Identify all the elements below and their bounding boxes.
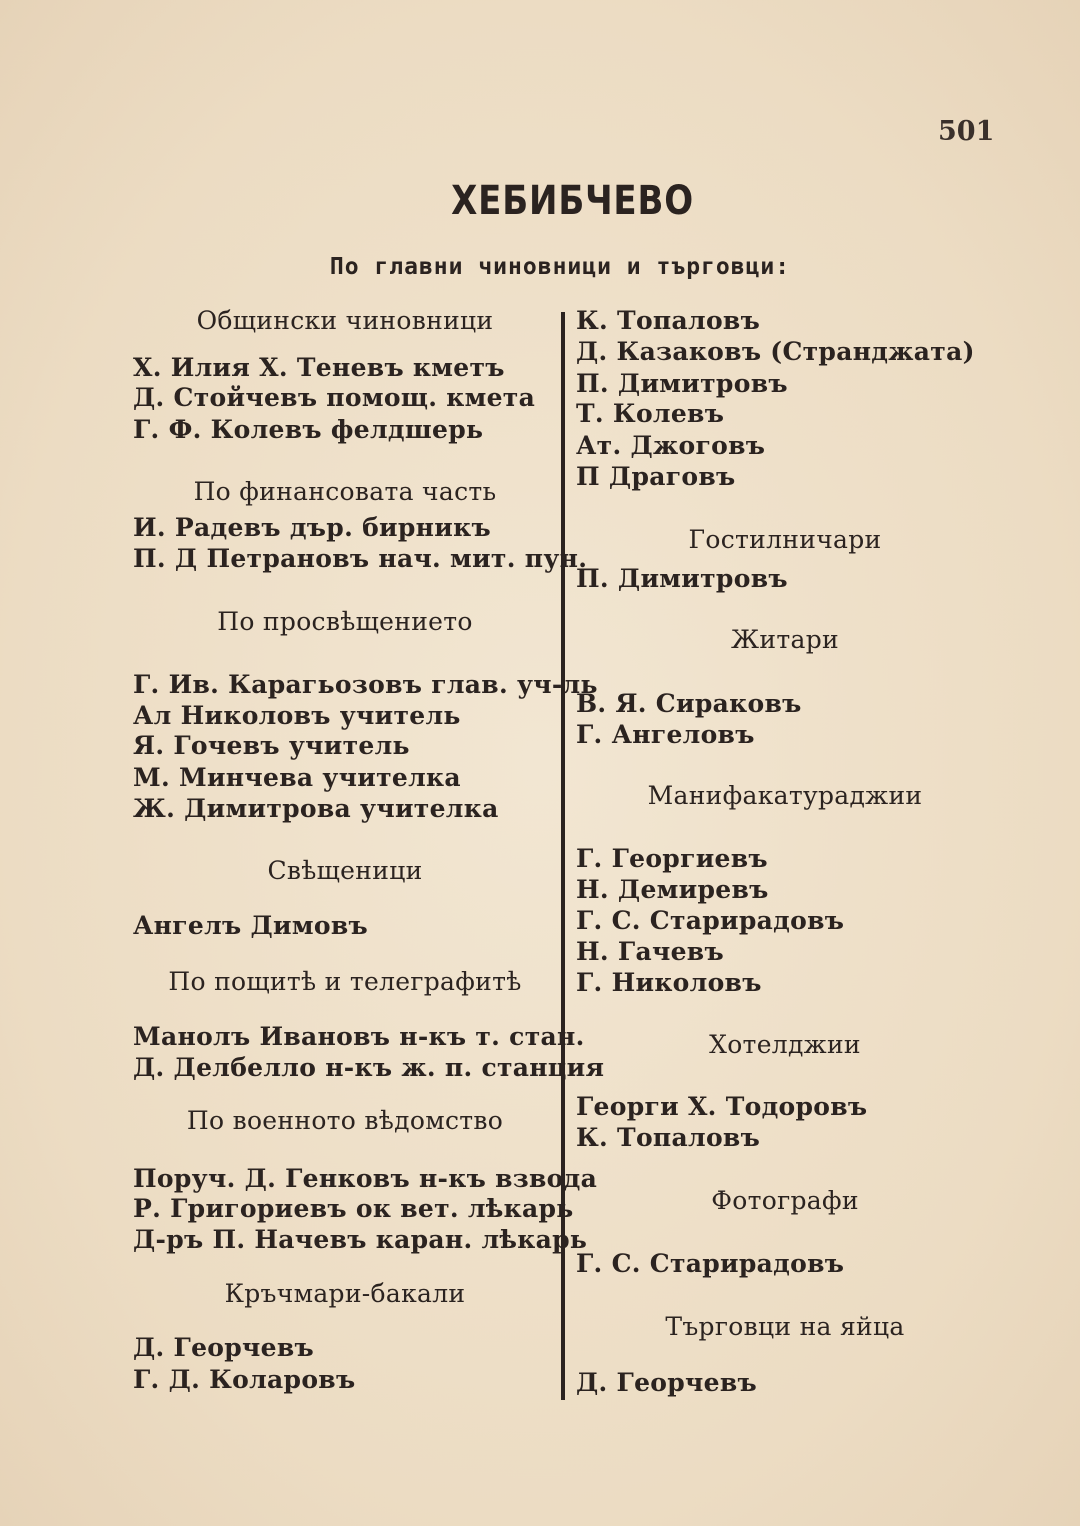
- section-heading: Гостилничари: [688, 525, 882, 554]
- list-entry: Д-ръ П. Начевъ каран. лѣкарь: [133, 1225, 588, 1254]
- list-entry: Н. Гачевъ: [576, 937, 724, 966]
- list-entry: Ат. Джоговъ: [576, 431, 766, 460]
- list-entry: Г. Д. Коларовъ: [133, 1365, 356, 1394]
- list-entry: Г. Ив. Карагьозовъ глав. уч-ль: [133, 670, 598, 699]
- list-entry: Ангелъ Димовъ: [133, 911, 369, 940]
- list-entry: Г. С. Старирадовъ: [576, 906, 845, 935]
- section-heading: Житари: [731, 625, 839, 654]
- section-heading: Търговци на яйца: [665, 1312, 905, 1341]
- list-entry: К. Топаловъ: [576, 1123, 761, 1152]
- list-entry: Ал Николовъ учитель: [133, 701, 461, 730]
- list-entry: Д. Георчевъ: [576, 1368, 758, 1397]
- list-entry: Д. Стойчевъ помощ. кмета: [133, 383, 536, 412]
- list-entry: Р. Григориевъ ок вет. лѣкарь: [133, 1194, 574, 1223]
- list-entry: М. Минчева учителка: [133, 763, 461, 792]
- section-heading: По финансовата часть: [193, 477, 497, 506]
- list-entry: П Драговъ: [576, 462, 736, 491]
- section-heading: По просвѣщението: [217, 607, 473, 636]
- list-entry: Георги Х. Тодоровъ: [576, 1092, 868, 1121]
- list-entry: Я. Гочевъ учитель: [133, 731, 410, 760]
- list-entry: Г. Ангеловъ: [576, 720, 755, 749]
- section-heading: Кръчмари-бакали: [224, 1279, 466, 1308]
- list-entry: П. Д Петрановъ нач. мит. пун.: [133, 544, 588, 573]
- list-entry: Г. Николовъ: [576, 968, 762, 997]
- list-entry: Манолъ Ивановъ н-къ т. стан.: [133, 1022, 585, 1051]
- list-entry: Т. Колевъ: [576, 399, 725, 428]
- list-entry: П. Димитровъ: [576, 369, 788, 398]
- list-entry: В. Я. Сираковъ: [576, 689, 802, 718]
- list-entry: Ж. Димитрова учителка: [133, 794, 499, 823]
- list-entry: Д. Георчевъ: [133, 1333, 315, 1362]
- section-heading: Манифакатураджии: [647, 781, 923, 810]
- list-entry: Поруч. Д. Генковъ н-къ взвода: [133, 1164, 598, 1193]
- section-heading: По военното вѣдомство: [186, 1106, 504, 1135]
- list-entry: Г. Ф. Колевъ фелдшерь: [133, 415, 484, 444]
- list-entry: Г. Георгиевъ: [576, 844, 768, 873]
- page-number: 501: [938, 116, 995, 147]
- section-heading: Общински чиновници: [196, 306, 494, 335]
- section-heading: Фотографи: [711, 1186, 859, 1215]
- list-entry: Д. Казаковъ (Странджата): [576, 337, 975, 366]
- section-heading: Хотелджии: [709, 1030, 861, 1059]
- section-heading: По пощитѣ и телеграфитѣ: [168, 967, 522, 996]
- section-heading: Свѣщеници: [267, 856, 423, 885]
- list-entry: Х. Илия Х. Теневъ кметъ: [133, 353, 505, 382]
- list-entry: Н. Демиревъ: [576, 875, 769, 904]
- page-subtitle: По главни чиновници и търговци:: [329, 254, 791, 280]
- list-entry: Г. С. Старирадовъ: [576, 1249, 845, 1278]
- list-entry: П. Димитровъ: [576, 564, 788, 593]
- list-entry: Д. Делбелло н-къ ж. п. станция: [133, 1053, 605, 1082]
- list-entry: К. Топаловъ: [576, 306, 761, 335]
- list-entry: И. Радевъ дър. бирникъ: [133, 513, 491, 542]
- page-title: ХЕБИБЧЕВО: [451, 178, 695, 224]
